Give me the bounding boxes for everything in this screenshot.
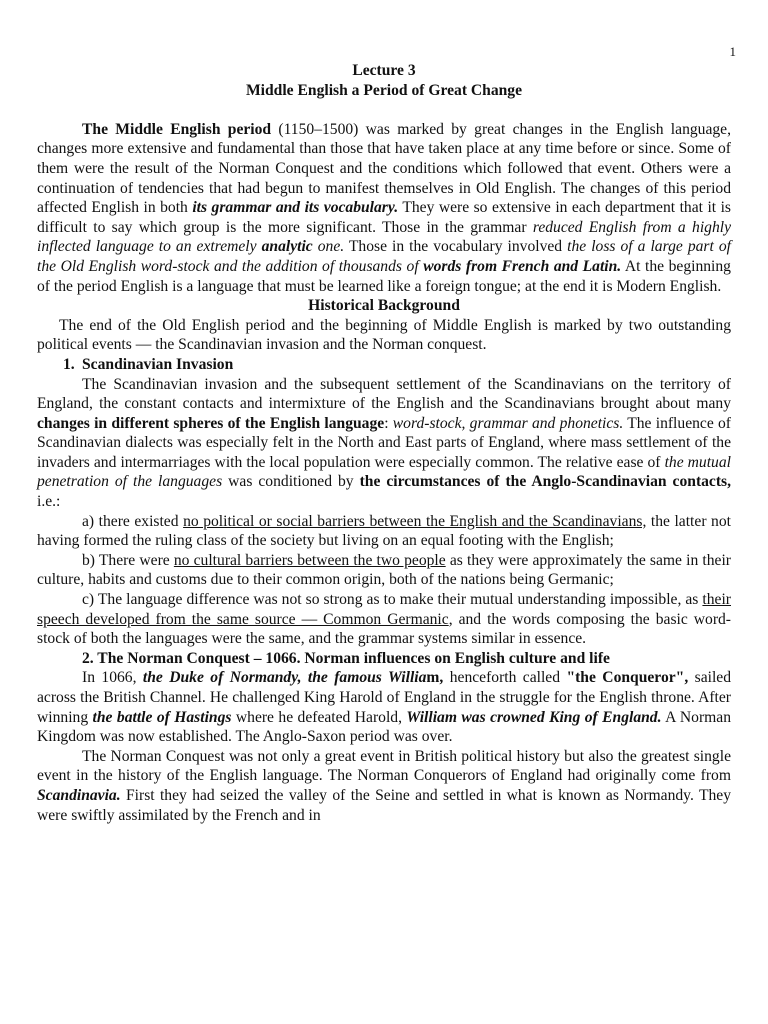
norman-paragraph-1: In 1066, the Duke of Normandy, the famous William, henceforth called "the Conqueror", sailed across the British Channel. He challenged King Harold of England in the struggle for the English throne. After winning the battle of Hastings where he defeated Harold, William was crowned King of England. A Norman Kingdom was now established. The Anglo-Saxon period was over. xyxy=(37,669,732,746)
norman-paragraph-2: The Norman Conquest was not only a great event in British political history but also the greatest single event in the history of the English language. The Norman Conquerors of England had originally come from Scandinavia. First they had seized the valley of the Seine and settled in what is known as Normandy. They were swiftly assimilated by the French and in xyxy=(37,747,731,824)
page-number: 1 xyxy=(729,44,736,59)
list-item-a: a) there existed no political or social barriers between the English and the Scandinavians, the latter not having formed the ruling class of the society but living on an equal footing with the English; xyxy=(37,512,731,550)
intro-paragraph: The Middle English period (1150–1500) was marked by great changes in the English language, changes more extensive and fundamental than those that have taken place at any time before or since. Some of them were the result of the Norman Conquest and the conditions which followed that event. Others were a continuation of tendencies that had begun to manifest themselves in Old English. The changes of this period affected English in both its grammar and its vocabulary. They were so extensive in each department that it is difficult to say which group is the more significant. Those in the grammar reduced English from a highly inflected language to an extremely analytic one. Those in the vocabulary involved the loss of a large part of the Old English word-stock and the addition of thousands of words from French and Latin. At the beginning of the period English is a language that must be learned like a foreign tongue; at the end it is Modern English. xyxy=(37,120,731,295)
scandinavian-heading: 1. Scandinavian Invasion xyxy=(63,355,234,373)
scandinavian-paragraph: The Scandinavian invasion and the subsequent settlement of the Scandinavians on the territory of England, the constant contacts and intermixture of the English and the Scandinavians brought about many changes in different spheres of the English language: word-stock, grammar and phonetics. The influence of Scandinavian dialects was especially felt in the North and East parts of England, where mass settlement of the invaders and intermarriages with the local population were especially common. The relative ease of the mutual penetration of the languages was conditioned by the circumstances of the Anglo-Scandinavian contacts, i.e.: xyxy=(37,375,732,511)
lecture-title: Lecture 3 xyxy=(352,62,416,79)
list-item-c: c) The language difference was not so strong as to make their mutual understanding impossible, as their speech developed from the same source — Common Germanic, and the words composing the basic word-stock of both the languages were the same, and the grammar systems similar in essence. xyxy=(37,591,731,648)
norman-heading: 2. The Norman Conquest – 1066. Norman influences on English culture and life xyxy=(82,649,610,667)
historical-background-paragraph: The end of the Old English period and the beginning of Middle English is marked by two outstanding political events — the Scandinavian invasion and the Norman conquest. xyxy=(37,316,731,354)
spacer xyxy=(37,100,731,120)
lecture-subtitle: Middle English a Period of Great Change xyxy=(245,81,523,99)
list-item-b: b) There were no cultural barriers between the two people as they were approximately the same in their culture, habits and customs due to their common origin, both of the nations being Germanic; xyxy=(37,551,731,589)
historical-background-heading: Historical Background xyxy=(308,297,460,315)
